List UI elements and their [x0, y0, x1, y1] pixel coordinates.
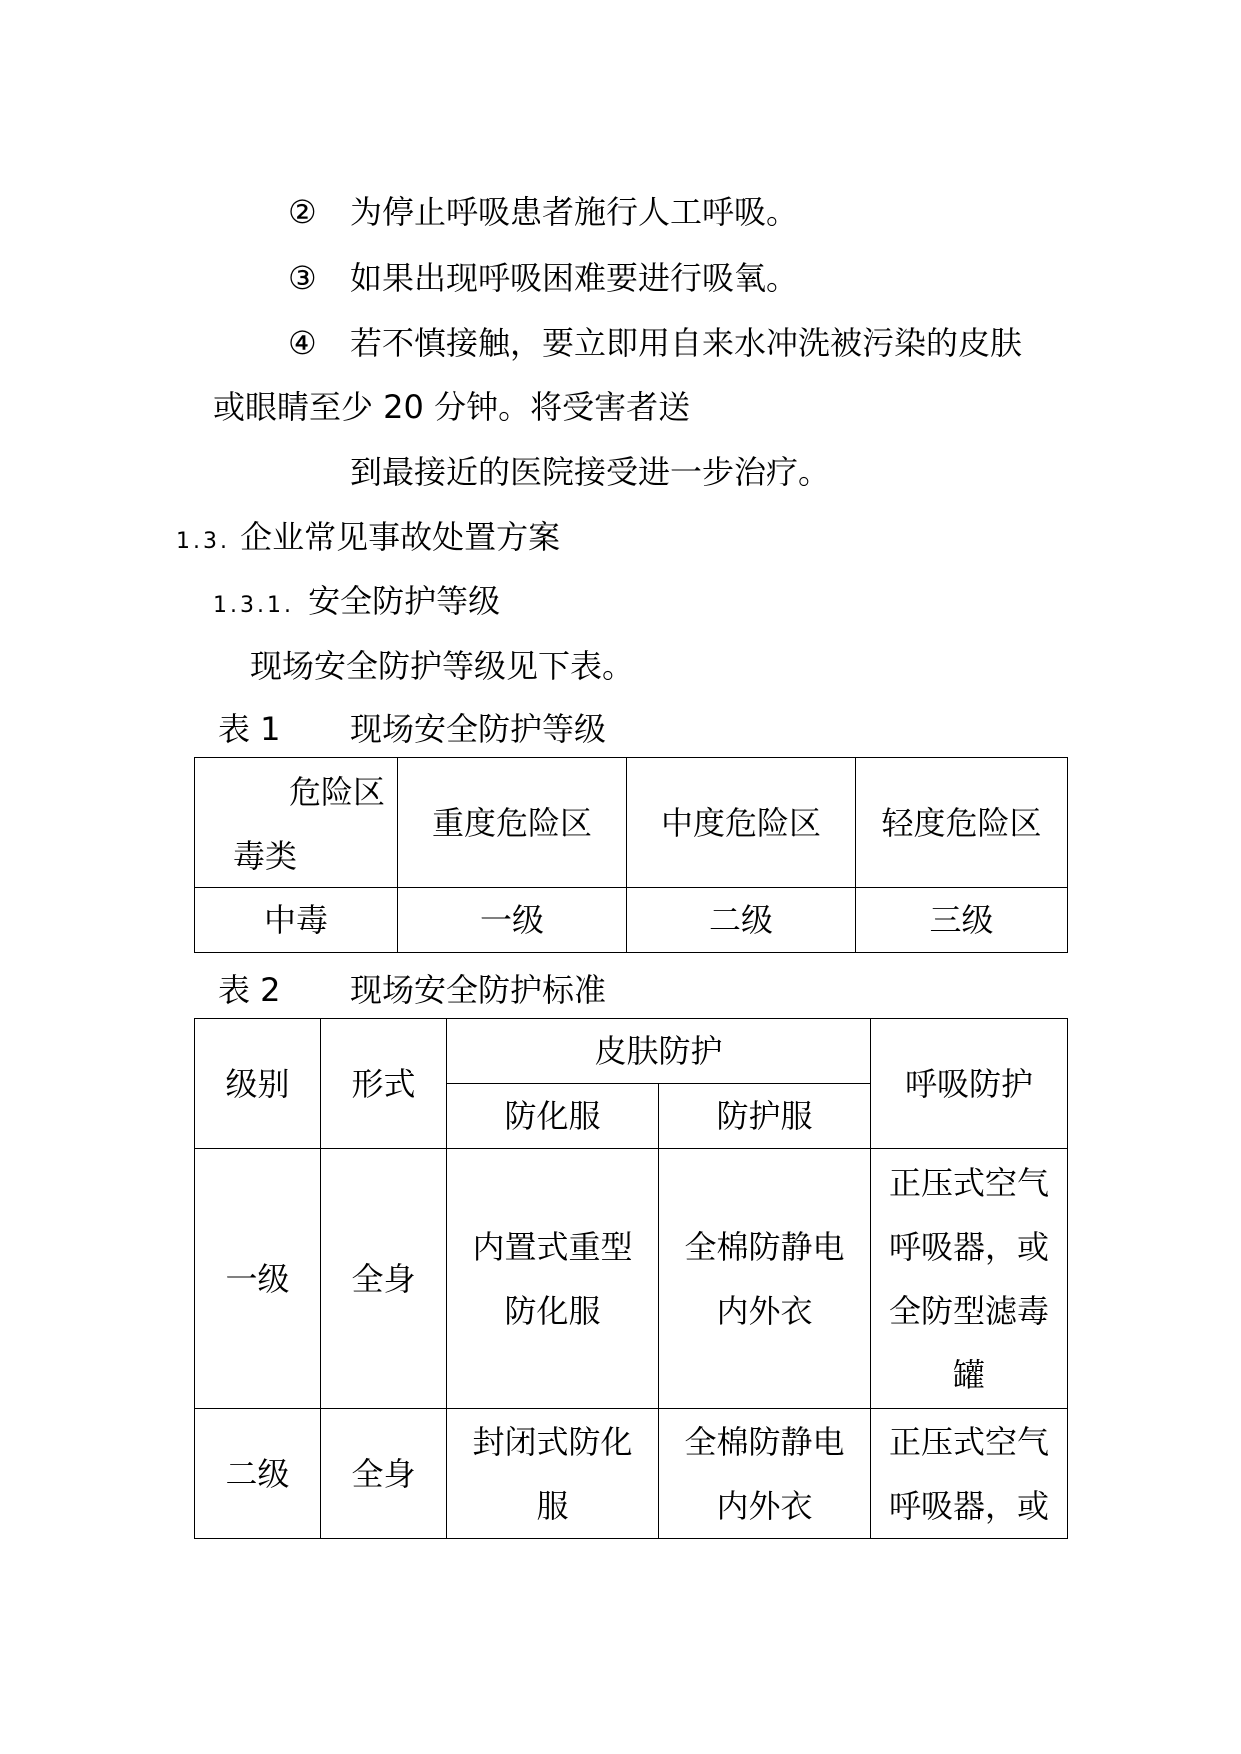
- table-cell: [871, 1149, 1068, 1409]
- subsection-heading: [213, 582, 501, 620]
- table-protection-standard: [194, 1018, 1068, 1539]
- cell-line: 服: [536, 1486, 569, 1525]
- table-cell: 三级: [856, 888, 1068, 953]
- table2-caption-label: 表 2: [218, 971, 281, 1009]
- cell-line: 内置式重型: [472, 1227, 633, 1266]
- table-cell: 一级: [195, 1149, 321, 1409]
- list-item-4-continuation: 或眼睛至少 20 分钟。将受害者送: [213, 388, 691, 426]
- table-cell: [659, 1149, 871, 1409]
- list-item-3: [288, 259, 317, 297]
- intro-paragraph: 现场安全防护等级见下表。: [250, 647, 635, 685]
- list-marker: ③: [288, 259, 317, 297]
- list-marker: ④: [288, 324, 317, 362]
- table-cell: [447, 1409, 659, 1539]
- section-heading: [176, 518, 561, 556]
- cell-line: 全棉防静电: [684, 1422, 845, 1461]
- table-cell: 全身: [321, 1409, 447, 1539]
- table-corner-cell: [195, 758, 398, 888]
- table-header-cell: 呼吸防护: [871, 1019, 1068, 1149]
- table-header-cell: 防化服: [447, 1084, 659, 1149]
- cell-line: 全棉防静电: [684, 1227, 845, 1266]
- list-item-4-continuation-2: 到最接近的医院接受进一步治疗。: [350, 453, 831, 491]
- table-header-cell: 中度危险区: [627, 758, 856, 888]
- table-cell: 二级: [627, 888, 856, 953]
- table-header-row: [195, 758, 1068, 888]
- cell-line: 呼吸器，或: [889, 1227, 1050, 1266]
- table-cell: 二级: [195, 1409, 321, 1539]
- table-cell: [447, 1149, 659, 1409]
- table-protection-level: [194, 757, 1068, 953]
- cell-line: 防化服: [504, 1291, 601, 1330]
- list-item-3-text: 如果出现呼吸困难要进行吸氧。: [350, 259, 799, 297]
- cell-line: 全防型滤毒: [889, 1291, 1050, 1330]
- table-header-cell: 防护服: [659, 1084, 871, 1149]
- cell-line: 呼吸器，或: [889, 1486, 1050, 1525]
- table-row: [195, 888, 1068, 953]
- table1-caption-label: 表 1: [218, 710, 281, 748]
- section-title: 企业常见事故处置方案: [240, 518, 561, 556]
- list-item-4: [288, 324, 317, 362]
- list-item-2-text: 为停止呼吸患者施行人工呼吸。: [350, 193, 799, 231]
- corner-label-zone: 危险区: [288, 773, 385, 811]
- subsection-number: 1.3.1.: [213, 593, 294, 618]
- table-cell: 一级: [398, 888, 627, 953]
- subsection-title: 安全防护等级: [308, 582, 501, 620]
- list-marker: ②: [288, 193, 317, 231]
- table-header-cell: 轻度危险区: [856, 758, 1068, 888]
- list-item-4-text: 若不慎接触，要立即用自来水冲洗被污染的皮肤: [350, 324, 1023, 362]
- table2-caption-title: 现场安全防护标准: [350, 971, 607, 1009]
- list-item-2: [288, 193, 317, 231]
- table1-caption-title: 现场安全防护等级: [350, 710, 607, 748]
- table-cell: 全身: [321, 1149, 447, 1409]
- table-row: [195, 1409, 1068, 1539]
- corner-label-toxin: 毒类: [233, 837, 298, 875]
- table-header-row: [195, 1019, 1068, 1084]
- table-row: [195, 1149, 1068, 1409]
- table-header-cell: 级别: [195, 1019, 321, 1149]
- cell-line: 内外衣: [716, 1486, 813, 1525]
- table-cell: 中毒: [195, 888, 398, 953]
- table-cell: [871, 1409, 1068, 1539]
- cell-line: 封闭式防化: [472, 1422, 633, 1461]
- cell-line: 罐: [953, 1355, 986, 1394]
- table-header-cell: 皮肤防护: [447, 1019, 871, 1084]
- cell-line: 正压式空气: [889, 1163, 1050, 1202]
- table-header-cell: 重度危险区: [398, 758, 627, 888]
- table-header-cell: 形式: [321, 1019, 447, 1149]
- section-number: 1.3.: [176, 529, 230, 554]
- cell-line: 正压式空气: [889, 1422, 1050, 1461]
- table-cell: [659, 1409, 871, 1539]
- cell-line: 内外衣: [716, 1291, 813, 1330]
